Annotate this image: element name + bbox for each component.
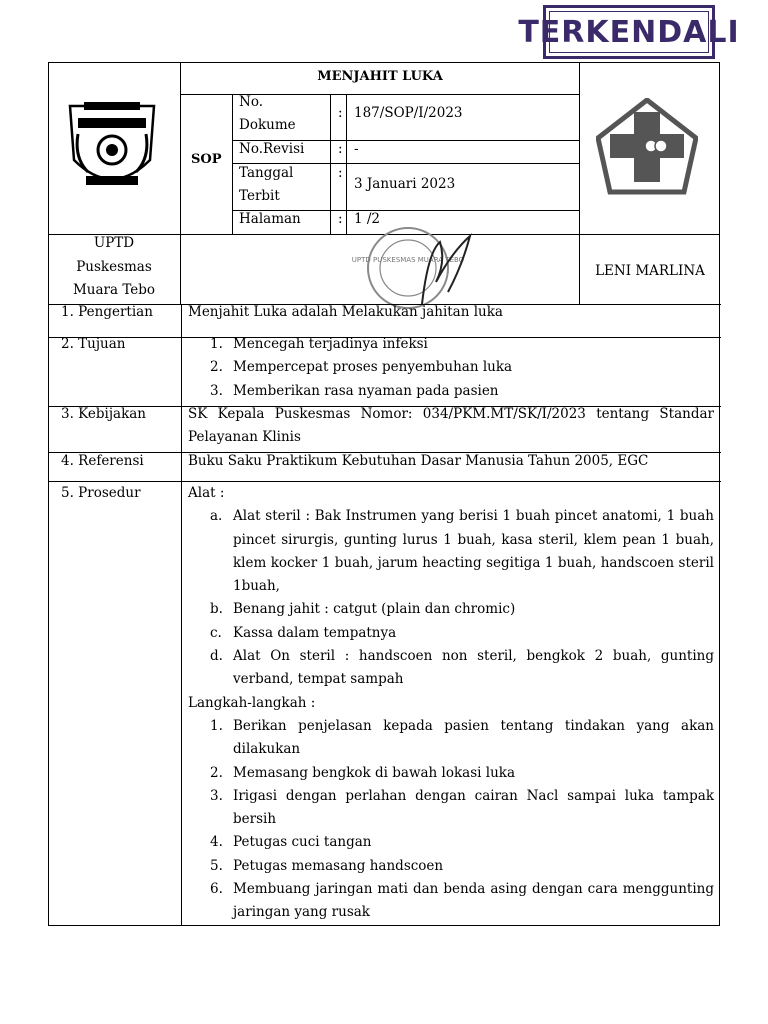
doc-number-sep: : [338,105,343,121]
label-pengertian: 1. Pengertian [61,304,153,320]
doc-number-value: 187/SOP/I/2023 [354,105,463,121]
seal-text: UPTD PUSKESMAS MUARA TEBO [351,256,465,264]
text-pengertian: Menjahit Luka adalah Melakukan jahitan luka [188,304,503,320]
text-referensi: Buku Saku Praktikum Kebutuhan Dasar Manusia Tahun 2005, EGC [188,453,649,469]
official-seal [348,222,478,312]
page-label: Halaman [239,211,301,227]
list-item: 1. Mencegah terjadinya infeksi [210,336,428,352]
org-line-3: Muara Tebo [72,282,156,298]
list-item: 4. Petugas cuci tangan [210,834,372,851]
prosedur-content [188,482,714,925]
org-line-1: UPTD [93,235,135,251]
signature-mark [422,236,470,304]
issue-date-value: 3 Januari 2023 [354,176,456,192]
list-item: 3. Memberikan rasa nyaman pada pasien [210,382,499,399]
sop-body-table [48,304,720,926]
signer-name: LENI MARLINA [595,263,705,279]
list-item: 2. Memasang bengkok di bawah lokasi luka [210,764,515,781]
alat-heading: Alat : [188,485,225,501]
revision-sep: : [338,141,343,157]
list-item: b. Benang jahit : catgut (plain dan chromic) [210,601,516,618]
org-line-2: Puskesmas [76,259,152,275]
page-sep: : [338,211,343,227]
sop-title: MENJAHIT LUKA [317,69,443,84]
revision-value: - [354,141,359,157]
page-value: 1 /2 [354,211,381,227]
puskesmas-logo [596,98,698,196]
list-item: c. Kassa dalam tempatnya [210,624,397,641]
stamp-text: TERKENDALI [518,14,740,50]
list-item: a. Alat steril : Bak Instrumen yang berisi 1 buah pincet anatomi, 1 buah pincet sirurgis, gunting lurus 1 buah, kasa steril, klem pean 1 buah, klem kocker 1 buah, jarum heacting segitiga 1 buah, handscoen steril 1buah, [210,508,714,595]
label-kebijakan: 3. Kebijakan [61,406,147,422]
revision-label: No.Revisi [239,141,305,157]
issue-date-sep: : [338,165,343,181]
list-item: 3. Irigasi dengan perlahan dengan cairan Nacl sampai luka tampak bersih [210,787,714,828]
langkah-heading: Langkah-langkah : [188,694,316,711]
label-tujuan: 2. Tujuan [61,336,126,352]
list-item: 5. Petugas memasang handscoen [210,857,444,874]
list-item: 2. Mempercepat proses penyembuhan luka [210,359,513,376]
list-item: d. Alat On steril : handscoen non steril, bengkok 2 buah, gunting verband, tempat sampah [210,648,714,688]
text-kebijakan: SK Kepala Puskesmas Nomor: 034/PKM.MT/SK/I/2023 tentang Standar Pelayanan Klinis [188,406,714,446]
regency-emblem-logo [64,98,160,198]
list-item: 6. Membuang jaringan mati dan benda asing dengan cara menggunting jaringan yang rusak [210,881,714,921]
list-item: 1. Berikan penjelasan kepada pasien tentang tindakan yang akan dilakukan [210,717,714,758]
list-tujuan [188,333,714,403]
doc-number-label: No. Dokume [239,94,296,133]
issue-date-label: Tanggal Terbit [239,165,294,204]
label-prosedur: 5. Prosedur [61,485,141,501]
terkendali-stamp [518,5,740,59]
label-referensi: 4. Referensi [61,453,144,469]
sop-label: SOP [191,152,222,167]
